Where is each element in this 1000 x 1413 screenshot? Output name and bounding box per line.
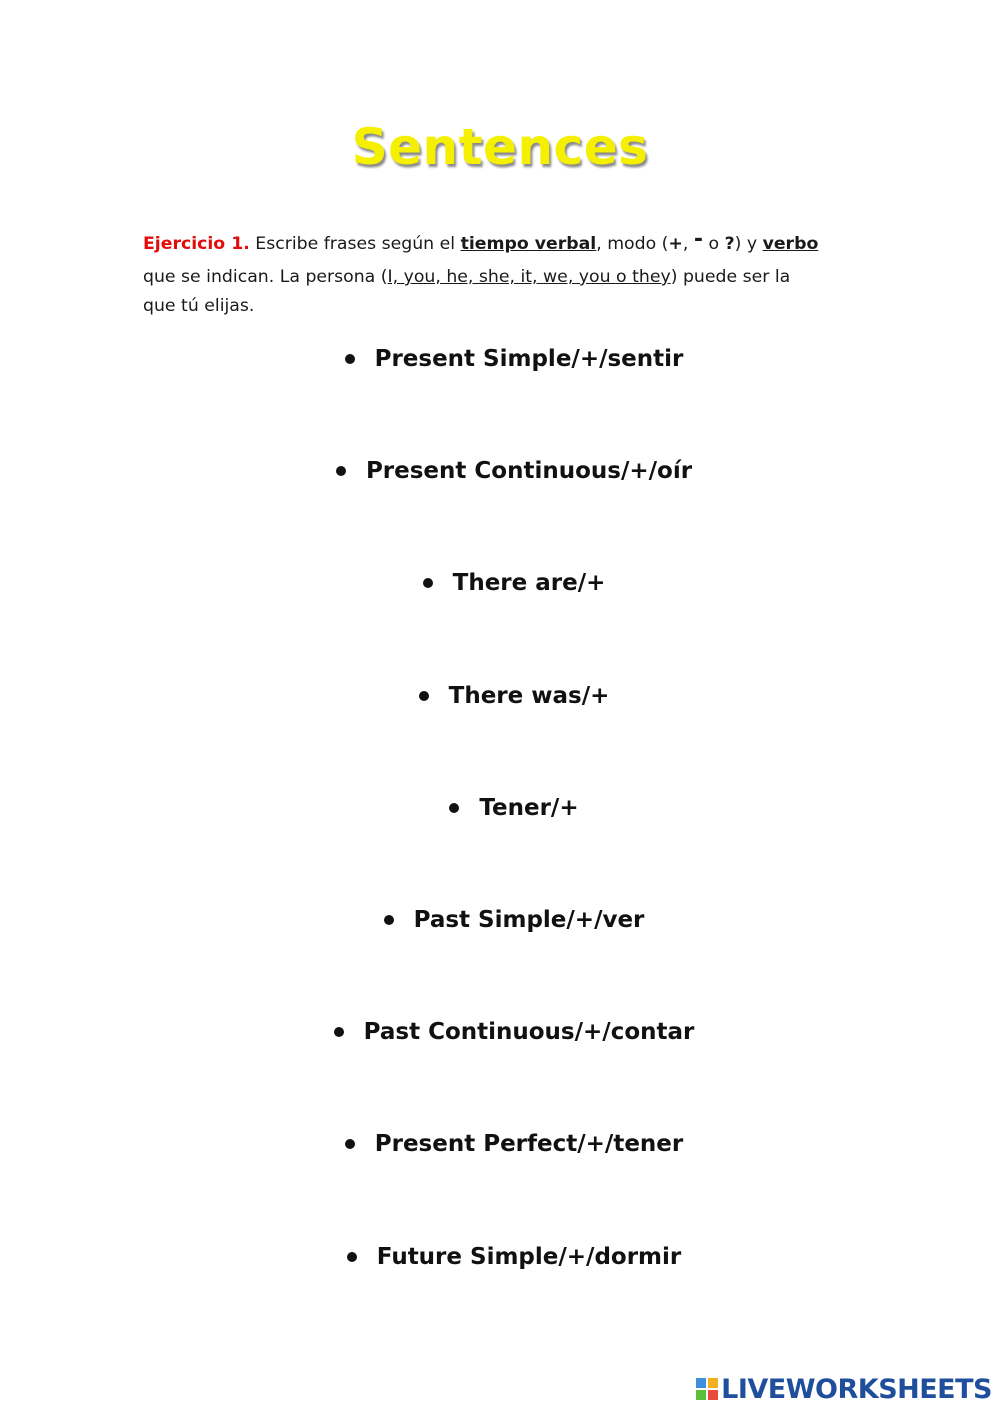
list-item: [0, 337, 1000, 449]
item-text: Present Perfect/+/tener: [374, 1131, 684, 1158]
instruction-line-3: que tú elijas.: [143, 296, 255, 316]
list-item: [0, 786, 1000, 898]
item-text: There are/+: [452, 570, 606, 597]
bullet-icon: [347, 1252, 357, 1262]
instruction-text: ) puede ser la: [670, 267, 791, 287]
instruction-text: Escribe frases según el: [249, 234, 461, 254]
instruction-text: que se indican. La persona (: [143, 267, 388, 287]
list-item: [0, 898, 1000, 1010]
exercise-label: Ejercicio 1.: [143, 234, 250, 254]
exercise-list: [0, 337, 1000, 1347]
item-text: Past Simple/+/ver: [413, 906, 645, 933]
item-text: Present Continuous/+/oír: [365, 458, 693, 485]
list-item: [0, 1235, 1000, 1347]
logo-mark-icon: [696, 1378, 718, 1400]
item-text: There was/+: [448, 682, 610, 709]
bullet-icon: [336, 466, 346, 476]
page-title: Sentences: [351, 118, 649, 176]
bullet-icon: [419, 691, 429, 701]
bullet-icon: [384, 915, 394, 925]
persons-list: I, you, he, she, it, we, you o they: [387, 267, 671, 287]
item-text: Past Continuous/+/contar: [363, 1019, 695, 1046]
bullet-icon: [345, 354, 355, 364]
bullet-icon: [334, 1027, 344, 1037]
keyword-tiempo-verbal: tiempo verbal: [460, 234, 597, 254]
list-item: [0, 449, 1000, 561]
minus-symbol: -: [693, 227, 703, 252]
bullet-icon: [345, 1139, 355, 1149]
instruction-text: , modo (: [596, 234, 669, 254]
bullet-icon: [423, 578, 433, 588]
plus-symbol: +: [668, 234, 683, 254]
list-item: [0, 1122, 1000, 1234]
keyword-verbo: verbo: [762, 234, 819, 254]
question-symbol: ?: [724, 234, 735, 254]
bullet-icon: [449, 803, 459, 813]
liveworksheets-logo: [696, 1371, 992, 1407]
list-item: [0, 561, 1000, 673]
item-text: Present Simple/+/sentir: [374, 346, 684, 372]
instruction-text: o: [703, 234, 725, 254]
instruction-text: ,: [682, 234, 694, 254]
item-text: Tener/+: [479, 794, 579, 821]
list-item: [0, 674, 1000, 786]
item-text: Future Simple/+/dormir: [376, 1243, 682, 1270]
instruction-text: ) y: [734, 234, 763, 254]
exercise-instructions: [143, 226, 848, 323]
logo-text: LIVEWORKSHEETS: [721, 1373, 992, 1405]
list-item: [0, 1010, 1000, 1122]
